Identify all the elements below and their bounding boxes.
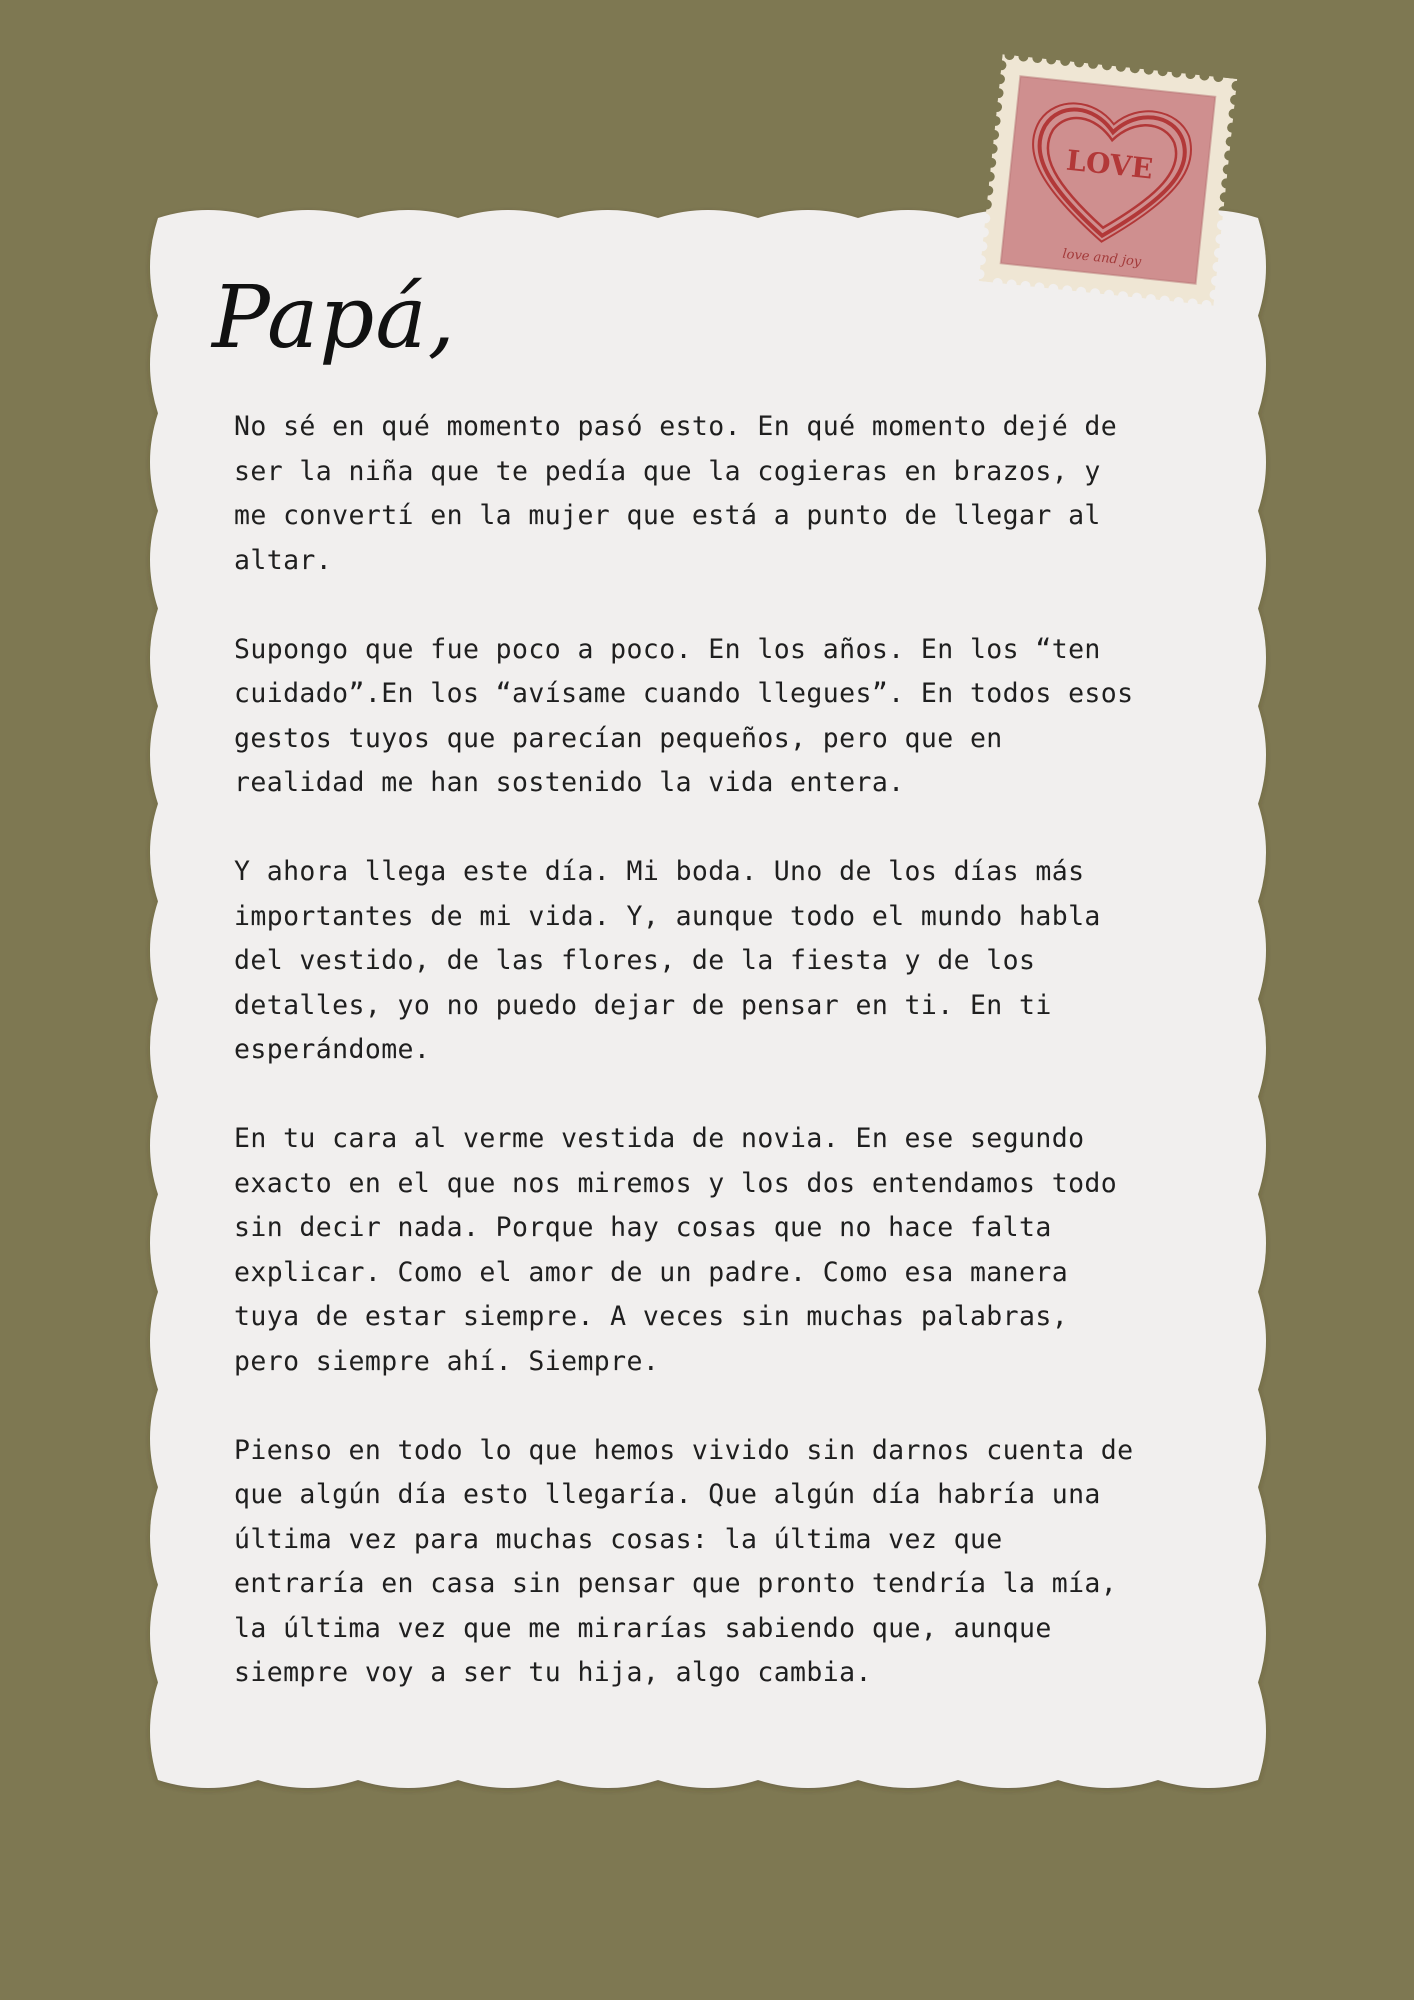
letter-body — [234, 405, 1194, 1740]
letter-paragraph: No sé en qué momento pasó esto. En qué momento dejé de ser la niña que te pedía que la cogieras en brazos, y me convertí en la mujer que está a punto de llegar al altar. — [234, 411, 1118, 576]
stamp-signature: love and joy — [1061, 246, 1142, 270]
letter-paragraph: Pienso en todo lo que hemos vivido sin darnos cuenta de que algún día esto llegaría. Que algún día habría una última vez para muchas cosas: la última vez que entraría en casa sin pensar que pronto tendría la mía, la última vez que me mirarías sabiendo que, aunque siempre voy a ser tu hija, algo cambia. — [234, 1434, 1134, 1688]
letter-paragraph: Y ahora llega este día. Mi boda. Uno de los días más importantes de mi vida. Y, aunque todo el mundo habla del vestido, de las flores, de la fiesta y de los detalles, yo no puedo dejar de pensar en ti. En ti esperándome. — [234, 856, 1101, 1065]
stamp-label: LOVE — [1064, 143, 1155, 186]
letter-paragraph: Supongo que fue poco a poco. En los años. En los “ten cuidado”.En los “avísame cuando llegues”. En todos esos gestos tuyos que parecían pequeños, pero que en realidad me han sostenido la vida entera. — [234, 633, 1134, 798]
letter-paragraph: En tu cara al verme vestida de novia. En ese segundo exacto en el que nos miremos y los dos entendamos todo sin decir nada. Porque hay cosas que no hace falta explicar. Como el amor de un padre. Como esa manera tuya de estar siempre. A veces sin muchas palabras, pero siempre ahí. Siempre. — [234, 1123, 1118, 1377]
love-stamp — [979, 54, 1238, 305]
greeting-heading: Papá, — [212, 268, 456, 368]
